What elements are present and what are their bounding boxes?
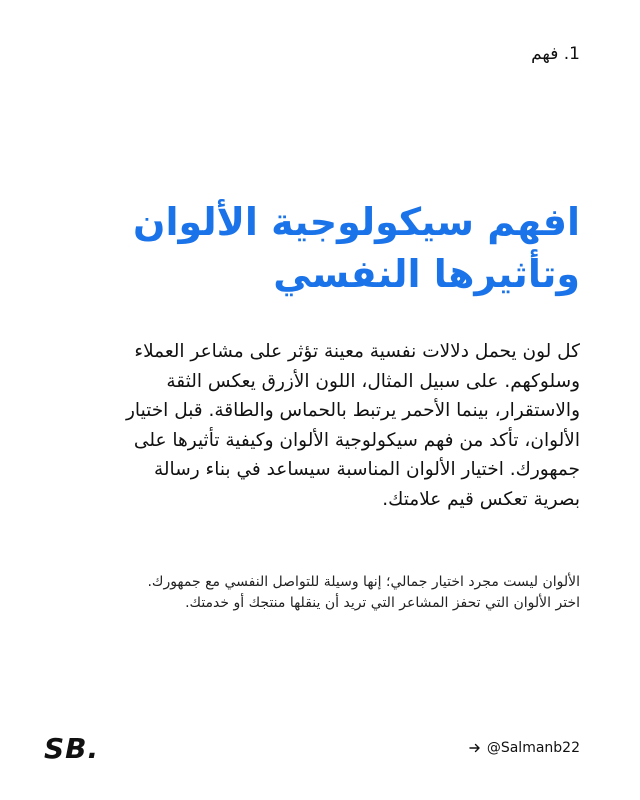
step-label: 1. فهم	[531, 44, 580, 64]
social-handle-link[interactable]	[469, 740, 580, 756]
arrow-right-icon	[469, 742, 481, 754]
brand-logo: SB.	[44, 732, 100, 765]
note-paragraph: الألوان ليست مجرد اختيار جمالي؛ إنها وسيلة للتواصل النفسي مع جمهورك. اختر الألوان التي تحفز المشاعر التي تريد أن ينقلها منتجك أو خدمتك.	[147, 574, 580, 611]
footer	[44, 732, 580, 772]
social-handle: @Salmanb22	[486, 740, 580, 756]
headline: افهم سيكولوجية الألوان وتأثيرها النفسي	[133, 200, 580, 296]
body-paragraph: كل لون يحمل دلالات نفسية معينة تؤثر على مشاعر العملاء وسلوكهم. على سبيل المثال، اللون الأزرق يعكس الثقة والاستقرار، بينما الأحمر يرتبط بالحماس والطاقة. قبل اختيار الألوان، تأكد من فهم سيكولوجية الألوان وكيفية تأثيرها على جمهورك. اختيار الألوان المناسبة سيساعد في بناء رسالة بصرية تعكس قيم علامتك.	[126, 341, 580, 510]
